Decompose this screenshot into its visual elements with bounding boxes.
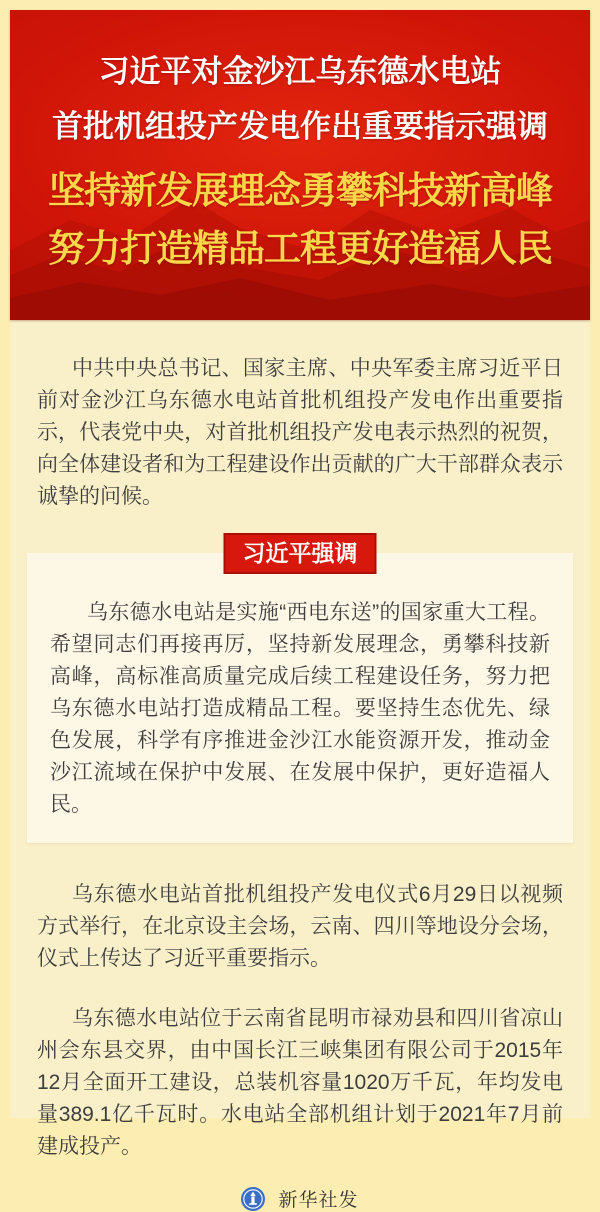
title-line-1: 习近平对金沙江乌东德水电站 (98, 54, 502, 89)
headline-banner (10, 10, 590, 320)
body-paragraph-1: 乌东德水电站首批机组投产发电仪式6月29日以视频方式举行，在北京设主会场，云南、四川等地设分会场，仪式上传达了习近平重要指示。 (37, 883, 563, 970)
footer-credit (10, 1185, 590, 1212)
content-frame (10, 10, 590, 1211)
subtitle-line-2: 努力打造精品工程更好造福人民 (48, 228, 552, 269)
body-paragraph-2: 乌东德水电站位于云南省昆明市禄劝县和四川省凉山州会东县交界，由中国长江三峡集团有限公司于2015年12月全面开工建设，总装机容量1020万千瓦，年均发电量389.1亿千瓦时。水电站全部机组计划于2021年7月前建成投产。 (37, 1007, 563, 1158)
credit-text: 新华社发 (278, 1190, 359, 1211)
xinhua-emblem-icon (241, 1187, 265, 1211)
quote-paragraph: 乌东德水电站是实施“西电东送”的国家重大工程。希望同志们再接再厉，坚持新发展理念，勇攀科技新高峰，高标准高质量完成后续工程建设任务，努力把乌东德水电站打造成精品工程。要坚持生态优先、绿色发展，科学有序推进金沙江水能资源开发，推动金沙江流域在保护中发展、在发展中保护，更好造福人民。 (50, 601, 550, 816)
subtitle-line-1: 坚持新发展理念勇攀科技新高峰 (48, 170, 552, 211)
title-line-2: 首批机组投产发电作出重要指示强调 (52, 109, 548, 144)
intro-paragraph: 中共中央总书记、国家主席、中央军委主席习近平日前对金沙江乌东德水电站首批机组投产发电作出重要指示，代表党中央，对首批机组投产发电表示热烈的祝贺，向全体建设者和为工程建设作出贡献的广大干部群众表示诚挚的问候。 (37, 357, 563, 508)
title-spacer (10, 154, 590, 162)
banner-titles (10, 10, 590, 278)
quote-card (27, 553, 573, 843)
quote-section (10, 540, 590, 843)
quote-badge: 习近平强调 (224, 533, 377, 574)
